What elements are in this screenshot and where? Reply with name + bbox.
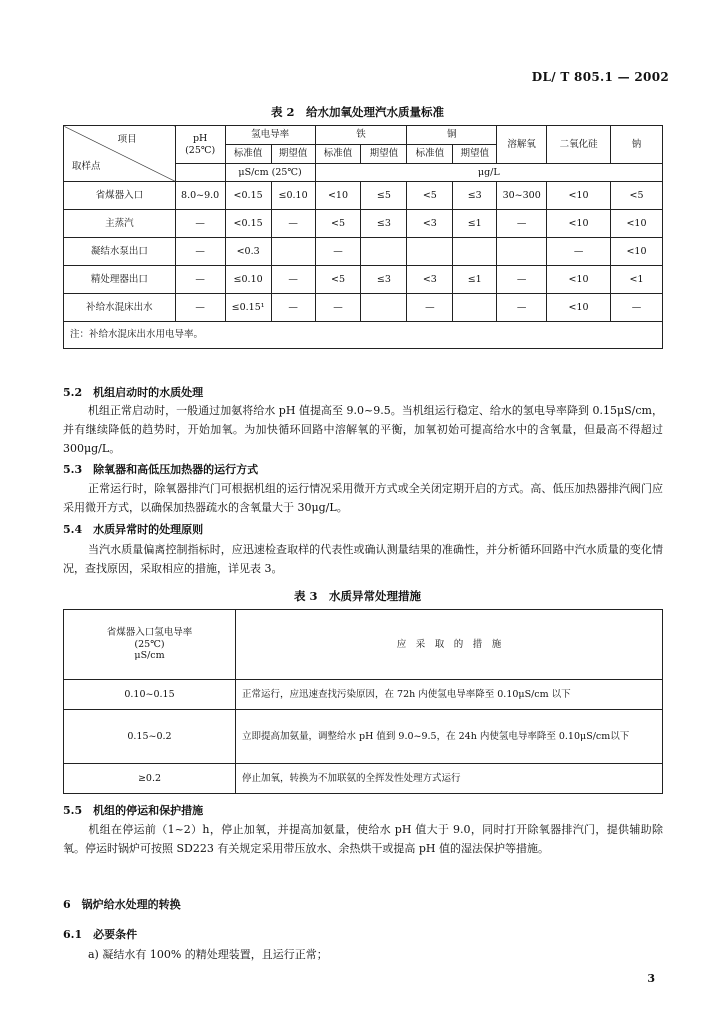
row-point: 省煤器入口	[64, 182, 176, 210]
section-5-4-text: 当汽水质量偏离控制指标时，应迅速检查取样的代表性或确认测量结果的准确性，并分析循环回路中汽水质量的变化情况，查找原因，采取相应的措施，详见表 3。	[63, 543, 663, 575]
cell-fe-exp	[361, 294, 407, 322]
table-row	[64, 182, 663, 210]
cell-cu-std: —	[407, 294, 453, 322]
table-row	[64, 266, 663, 294]
t3-action: 立即提高加氨量，调整给水 pH 值到 9.0~9.5，在 24h 内使氢电导率降至 0.10μS/cm以下	[236, 710, 663, 764]
corner-header	[64, 126, 176, 182]
cell-do: —	[497, 294, 547, 322]
cell-fe-exp: ≤3	[361, 266, 407, 294]
cu-std-header: 标准值	[407, 145, 453, 164]
section-5-5-body	[63, 820, 663, 858]
t3-head-line3: μS/cm	[134, 650, 165, 662]
cell-do: —	[497, 266, 547, 294]
cell-fe-exp	[361, 238, 407, 266]
cond-unit: μS/cm (25℃)	[225, 164, 315, 182]
fe-header: 铁	[315, 126, 407, 145]
ph-unit-blank	[175, 164, 225, 182]
t3-range: 0.15~0.2	[64, 710, 236, 764]
abnormal-measures-table	[63, 609, 663, 794]
table3-caption: 表 3 水质异常处理措施	[293, 589, 421, 603]
table2-caption: 表 2 给水加氧处理汽水质量标准	[270, 105, 444, 119]
mass-unit: μg/L	[315, 164, 662, 182]
section-5-2-title: 5.2 机组启动时的水质处理	[63, 386, 204, 399]
cell-fe-std: —	[315, 238, 361, 266]
standard-code: DL/ T 805.1 — 2002	[531, 70, 669, 84]
cell-ph: —	[175, 238, 225, 266]
cell-na: <10	[611, 210, 663, 238]
cell-cond-exp: —	[271, 210, 315, 238]
cu-header: 铜	[407, 126, 497, 145]
cell-cond-exp: ≤0.10	[271, 182, 315, 210]
cell-na: <5	[611, 182, 663, 210]
cu-exp-header: 期望值	[453, 145, 497, 164]
t3-head-left	[64, 610, 236, 680]
table-row	[64, 764, 663, 794]
cell-fe-std: <10	[315, 182, 361, 210]
t3-head-line2: (25℃)	[134, 638, 165, 650]
cell-cu-exp: ≤1	[453, 266, 497, 294]
cell-sio2: —	[547, 238, 611, 266]
section-5-3-title: 5.3 除氧器和高低压加热器的运行方式	[63, 463, 259, 476]
cell-fe-std: —	[315, 294, 361, 322]
row-point: 补给水混床出水	[64, 294, 176, 322]
section-5-3-body	[63, 479, 663, 517]
cell-cu-exp: ≤1	[453, 210, 497, 238]
section-5-3-text: 正常运行时，除氧器排汽门可根据机组的运行情况采用微开方式或全关闭定期开启的方式。高、低压加热器排汽阀门应采用微开方式，以确保加热器疏水的含氧量大于 30μg/L。	[63, 482, 663, 514]
cell-fe-exp: ≤5	[361, 182, 407, 210]
section-5-5-text: 机组在停运前（1~2）h，停止加氧，并提高加氨量，使给水 pH 值大于 9.0，同时打开除氧器排汽门，提供辅助除氧。停运时锅炉可按照 SD223 有关规定采用带压放水、余热烘干或提高 pH 值的湿法保护等措施。	[63, 823, 663, 855]
ph-header	[175, 126, 225, 164]
cell-cond-std: ≤0.15¹	[225, 294, 271, 322]
cell-cu-std: <3	[407, 210, 453, 238]
t3-action: 正常运行，应迅速查找污染原因，在 72h 内使氢电导率降至 0.10μS/cm 以下	[236, 680, 663, 710]
t3-range: 0.10~0.15	[64, 680, 236, 710]
cell-sio2: <10	[547, 294, 611, 322]
cell-fe-std: <5	[315, 266, 361, 294]
na-header: 钠	[611, 126, 663, 164]
cell-cond-std: <0.15	[225, 182, 271, 210]
t3-head-line1: 省煤器入口氢电导率	[106, 626, 193, 638]
section-6-title: 6 锅炉给水处理的转换	[63, 898, 181, 911]
water-quality-table	[63, 125, 663, 349]
cell-ph: —	[175, 294, 225, 322]
cell-cu-std: <3	[407, 266, 453, 294]
cell-fe-std: <5	[315, 210, 361, 238]
section-6-1-title: 6.1 必要条件	[63, 928, 138, 941]
row-point: 主蒸汽	[64, 210, 176, 238]
cell-sio2: <10	[547, 210, 611, 238]
cell-na: —	[611, 294, 663, 322]
cell-na: <10	[611, 238, 663, 266]
cell-sio2: <10	[547, 182, 611, 210]
page-number: 3	[647, 972, 655, 985]
table-row	[64, 294, 663, 322]
ph-label: pH	[192, 132, 208, 144]
table-row	[64, 710, 663, 764]
section-5-2-body	[63, 401, 663, 458]
cell-na: <1	[611, 266, 663, 294]
cond-header: 氢电导率	[225, 126, 315, 145]
table-row	[64, 238, 663, 266]
do-header: 溶解氧	[497, 126, 547, 164]
cell-cond-exp	[271, 238, 315, 266]
sio2-header: 二氧化硅	[547, 126, 611, 164]
cell-cu-exp: ≤3	[453, 182, 497, 210]
corner-item-label: 项目	[117, 134, 137, 145]
cell-cond-std: <0.3	[225, 238, 271, 266]
cell-do: —	[497, 210, 547, 238]
section-5-4-title: 5.4 水质异常时的处理原则	[63, 523, 204, 536]
t3-head-right: 应 采 取 的 措 施	[236, 610, 663, 680]
table2-note: 注：补给水混床出水用电导率。	[64, 322, 663, 349]
cell-ph: —	[175, 266, 225, 294]
row-point: 精处理器出口	[64, 266, 176, 294]
cell-cu-exp	[453, 294, 497, 322]
cell-ph: 8.0~9.0	[175, 182, 225, 210]
fe-exp-header: 期望值	[361, 145, 407, 164]
section-5-5-title: 5.5 机组的停运和保护措施	[63, 804, 204, 817]
t3-action: 停止加氧，转换为不加联氨的全挥发性处理方式运行	[236, 764, 663, 794]
cell-do	[497, 238, 547, 266]
cell-cu-exp	[453, 238, 497, 266]
table-row	[64, 680, 663, 710]
cell-cu-std: <5	[407, 182, 453, 210]
cond-exp-header: 期望值	[271, 145, 315, 164]
t3-range: ≥0.2	[64, 764, 236, 794]
cell-cond-std: ≤0.10	[225, 266, 271, 294]
cell-cond-exp: —	[271, 266, 315, 294]
section-5-4-body	[63, 540, 663, 578]
ph-temp: (25℃)	[185, 144, 216, 156]
cell-cu-std	[407, 238, 453, 266]
condition-item-a: a) 凝结水有 100% 的精处理装置，且运行正常；	[88, 948, 328, 961]
cell-do: 30~300	[497, 182, 547, 210]
table-row	[64, 210, 663, 238]
cond-std-header: 标准值	[225, 145, 271, 164]
section-5-2-text: 机组正常启动时，一般通过加氨将给水 pH 值提高至 9.0~9.5。当机组运行稳定、给水的氢电导率降到 0.15μS/cm，并有继续降低的趋势时，开始加氧。为加快循环回路中溶解氧的平衡，加氧初始可提高给水中的含氧量，但最高不得超过 300μg/L。	[63, 404, 663, 455]
fe-std-header: 标准值	[315, 145, 361, 164]
cell-cond-std: <0.15	[225, 210, 271, 238]
row-point: 凝结水泵出口	[64, 238, 176, 266]
cell-ph: —	[175, 210, 225, 238]
cell-fe-exp: ≤3	[361, 210, 407, 238]
corner-point-label: 取样点	[72, 161, 101, 173]
cell-sio2: <10	[547, 266, 611, 294]
cell-cond-exp: —	[271, 294, 315, 322]
